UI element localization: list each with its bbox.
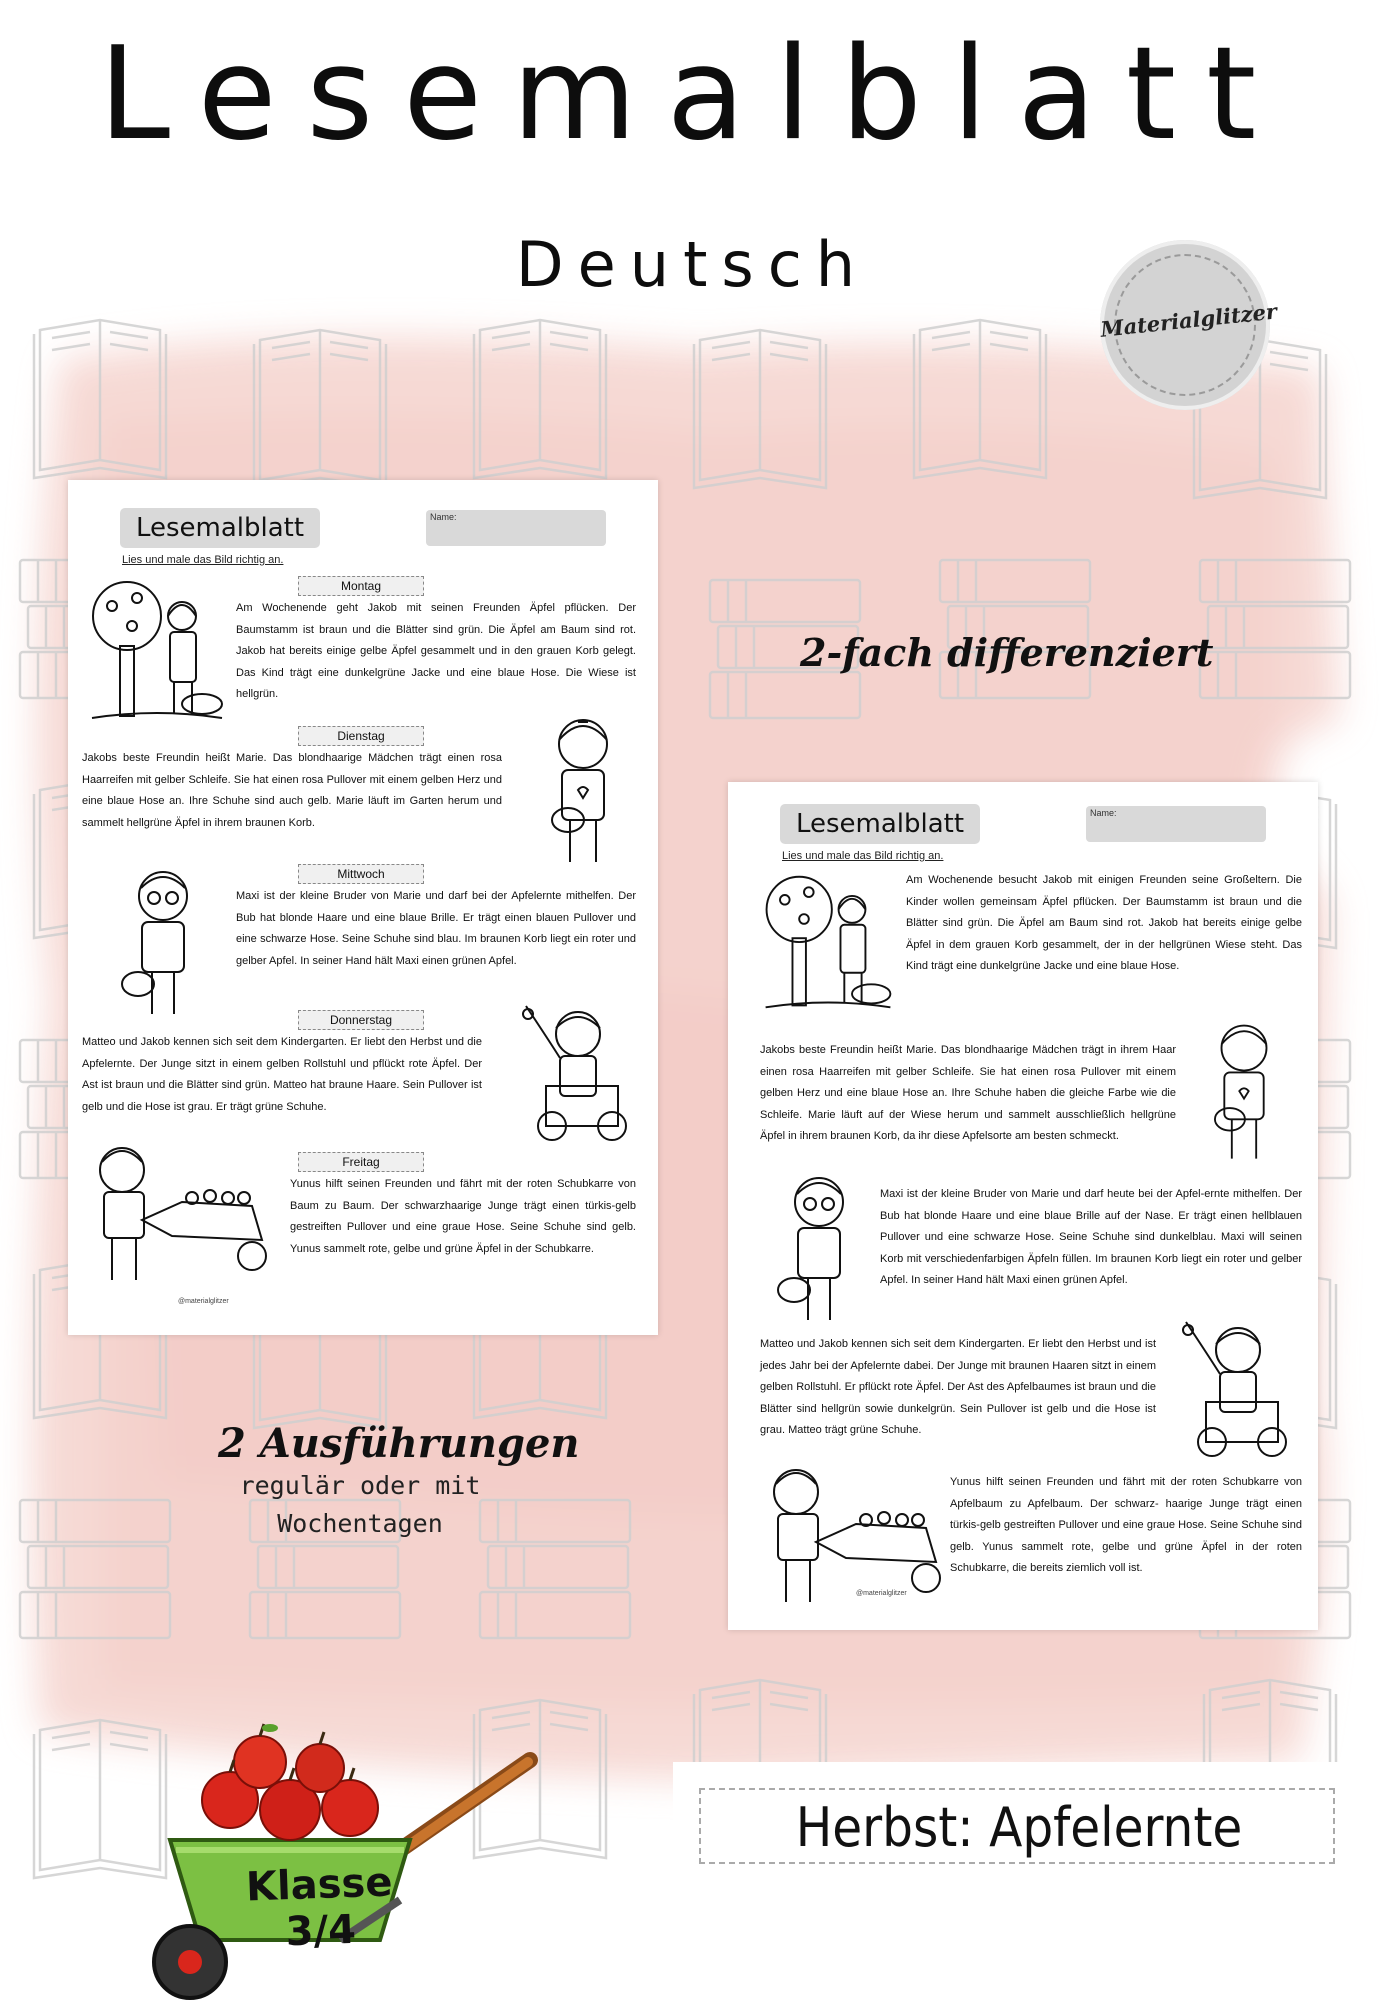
worksheet-preview-weekdays: [68, 480, 658, 1335]
day-label: Freitag: [298, 1152, 424, 1172]
paragraph: Jakobs beste Freundin heißt Marie. Das blondhaarige Mädchen trägt einen rosa Haarreifen mit gelber Schleife. Sie hat einen rosa Pullover mit einem gelben Herz und eine blaue Hose an. Ihre Schuhe sind auch gelb. Marie läuft im Garten herum und sammelt hellgrüne Äpfel in ihrem braunen Korb.: [82, 752, 502, 829]
paragraph: Yunus hilft seinen Freunden und fährt mit der roten Schubkarre von Apfelbaum zu Apfelbaum. Der schwarz- haarige Junge trägt einen türkis-gelb gestreiften Pullover und eine graue Hose. Seine Schuhe sind gelb. Yunus sammelt rote, gelbe und grüne Äpfel in der roten Schubkarre, die bereits ziemlich voll ist.: [950, 1476, 1302, 1574]
sheet-instruction: Lies und male das Bild richtig an.: [782, 850, 944, 862]
child-figure-icon: [1176, 1312, 1298, 1462]
paragraph: Maxi ist der kleine Bruder von Marie und darf heute bei der Apfel-ernte mithelfen. Der Bub hat blonde Haare und eine blaue Brille auf der Nase. Er trägt einen hellblauen Pullover und eine schwarze Hose. Seine Schuhe sind dunkelblau. Maxi will seinen Korb mit verschiedenfarbigen Äpfeln füllen. Im braunen Korb liegt ein roter und gelber Apfel. In seiner Hand hält Maxi einen grünen Apfel.: [880, 1188, 1302, 1286]
paragraph: Am Wochenende geht Jakob mit seinen Freunden Äpfel pflücken. Der Baumstamm ist braun und die Blätter sind grün. Die Äpfel am Baum sind rot. Jakob hat bereits einige gelbe Äpfel gesammelt und in den grauen Korb gelegt. Das Kind trägt eine dunkelgrüne Jacke und eine blaue Hose. Die Wiese ist hellgrün.: [236, 602, 636, 700]
worksheet-preview-regular: [728, 782, 1318, 1630]
sheet-title: Lesemalblatt: [120, 508, 320, 548]
signature: @materialglitzer: [856, 1590, 907, 1597]
signature: @materialglitzer: [178, 1298, 229, 1305]
wheelbarrow-icon: [140, 1700, 560, 2000]
paragraph: Matteo und Jakob kennen sich seit dem Kindergarten. Er liebt den Herbst und die Apfelernte. Der Junge sitzt in einem gelben Rollstuhl und pflückt rote Äpfel. Der Ast ist braun und die Blätter sind grün. Matteo hat braune Haare. Sein Pullover ist gelb und die Hose ist grau. Er trägt grüne Schuhe.: [82, 1036, 482, 1113]
paragraph: Am Wochenende besucht Jakob mit einigen Freunden seine Großeltern. Die Kinder wollen gemeinsam Äpfel pflücken. Der Baumstamm ist braun und die Blätter sind grün. Die Äpfel am Baum sind rot. Jakob hat bereits einige gelbe Äpfel in dem grauen Korb gesammelt, der in der hellgrünen Wiese steht. Das Kind trägt eine dunkelgrüne Jacke und eine blaue Hose.: [906, 874, 1302, 972]
sheet-title: Lesemalblatt: [780, 804, 980, 844]
versions-sub-2: Wochentagen: [277, 1509, 443, 1538]
apple-tree-icon: [756, 868, 900, 1018]
day-label: Montag: [298, 576, 424, 596]
name-field: Name:: [426, 510, 606, 546]
wheelbarrow-icon: [82, 1140, 282, 1290]
day-label: Dienstag: [298, 726, 424, 746]
day-label: Mittwoch: [298, 864, 424, 884]
differentiated-label: 2-fach differenziert: [800, 630, 1214, 675]
child-figure-icon: [516, 996, 638, 1146]
logo-badge: [1099, 240, 1279, 410]
topic-title: Herbst: Apfelernte: [795, 1796, 1243, 1859]
topic-box: [673, 1762, 1363, 1890]
paragraph: Maxi ist der kleine Bruder von Marie und darf bei der Apfelernte mithelfen. Der Bub hat blonde Haare und eine blaue Brille. Er trägt einen blauen Pullover und eine schwarze Hose. Seine Schuhe sind blau. Im braunen Korb liegt ein roter und gelber Apfel. In seiner Hand hält Maxi einen grünen Apfel.: [236, 890, 636, 967]
versions-label: 2 Ausführungen: [218, 1420, 580, 1467]
child-figure-icon: [764, 1170, 874, 1330]
versions-sub-1: regulär oder mit: [239, 1471, 481, 1500]
grade-label: Klasse 3/4: [245, 1859, 394, 1956]
paragraph: Matteo und Jakob kennen sich seit dem Kindergarten. Er liebt den Herbst und ist jedes Jahr bei der Apfelernte dabei. Der Junge mit braunen Haaren sitzt in einem gelben Rollstuhl. Er pflückt rote Äpfel. Der Ast des Apfelbaumes ist braun und die Blätter sind hellgrün sowie dunkelgrün. Sein Pullover ist gelb und die Hose ist grau. Matteo trägt grüne Schuhe.: [760, 1338, 1156, 1436]
page-title: Lesemalblatt: [98, 20, 1287, 169]
name-field: Name:: [1086, 806, 1266, 842]
sheet-instruction: Lies und male das Bild richtig an.: [122, 554, 284, 566]
apple-tree-icon: [82, 576, 232, 726]
day-label: Donnerstag: [298, 1010, 424, 1030]
child-figure-icon: [108, 864, 218, 1024]
paragraph: Jakobs beste Freundin heißt Marie. Das blondhaarige Mädchen trägt in ihrem Haar einen rosa Haarreifen mit gelber Schleife. Sie hat einen rosa Pullover mit einem gelben Herz und eine blaue Hose an. Ihre Schuhe haben die gleiche Farbe wie die Schleife. Marie läuft auf der Wiese herum und sammelt ausschließlich hellgrüne Äpfel in ihrem braunen Korb, da ihr diese Apfelsorte am besten schmeckt.: [760, 1044, 1176, 1142]
logo-text: Materialglitzer: [1099, 298, 1279, 342]
page-subtitle: Deutsch: [515, 228, 870, 301]
paragraph: Yunus hilft seinen Freunden und fährt mit der roten Schubkarre von Baum zu Baum. Der schwarzhaarige Junge trägt einen türkis-gelb gestreiften Pullover und eine graue Hose. Seine Schuhe sind gelb. Yunus sammelt rote, gelbe und grüne Äpfel in der Schubkarre.: [290, 1178, 636, 1255]
topic-frame: [699, 1788, 1335, 1864]
child-figure-icon: [1190, 1018, 1298, 1168]
child-figure-icon: [528, 712, 638, 872]
